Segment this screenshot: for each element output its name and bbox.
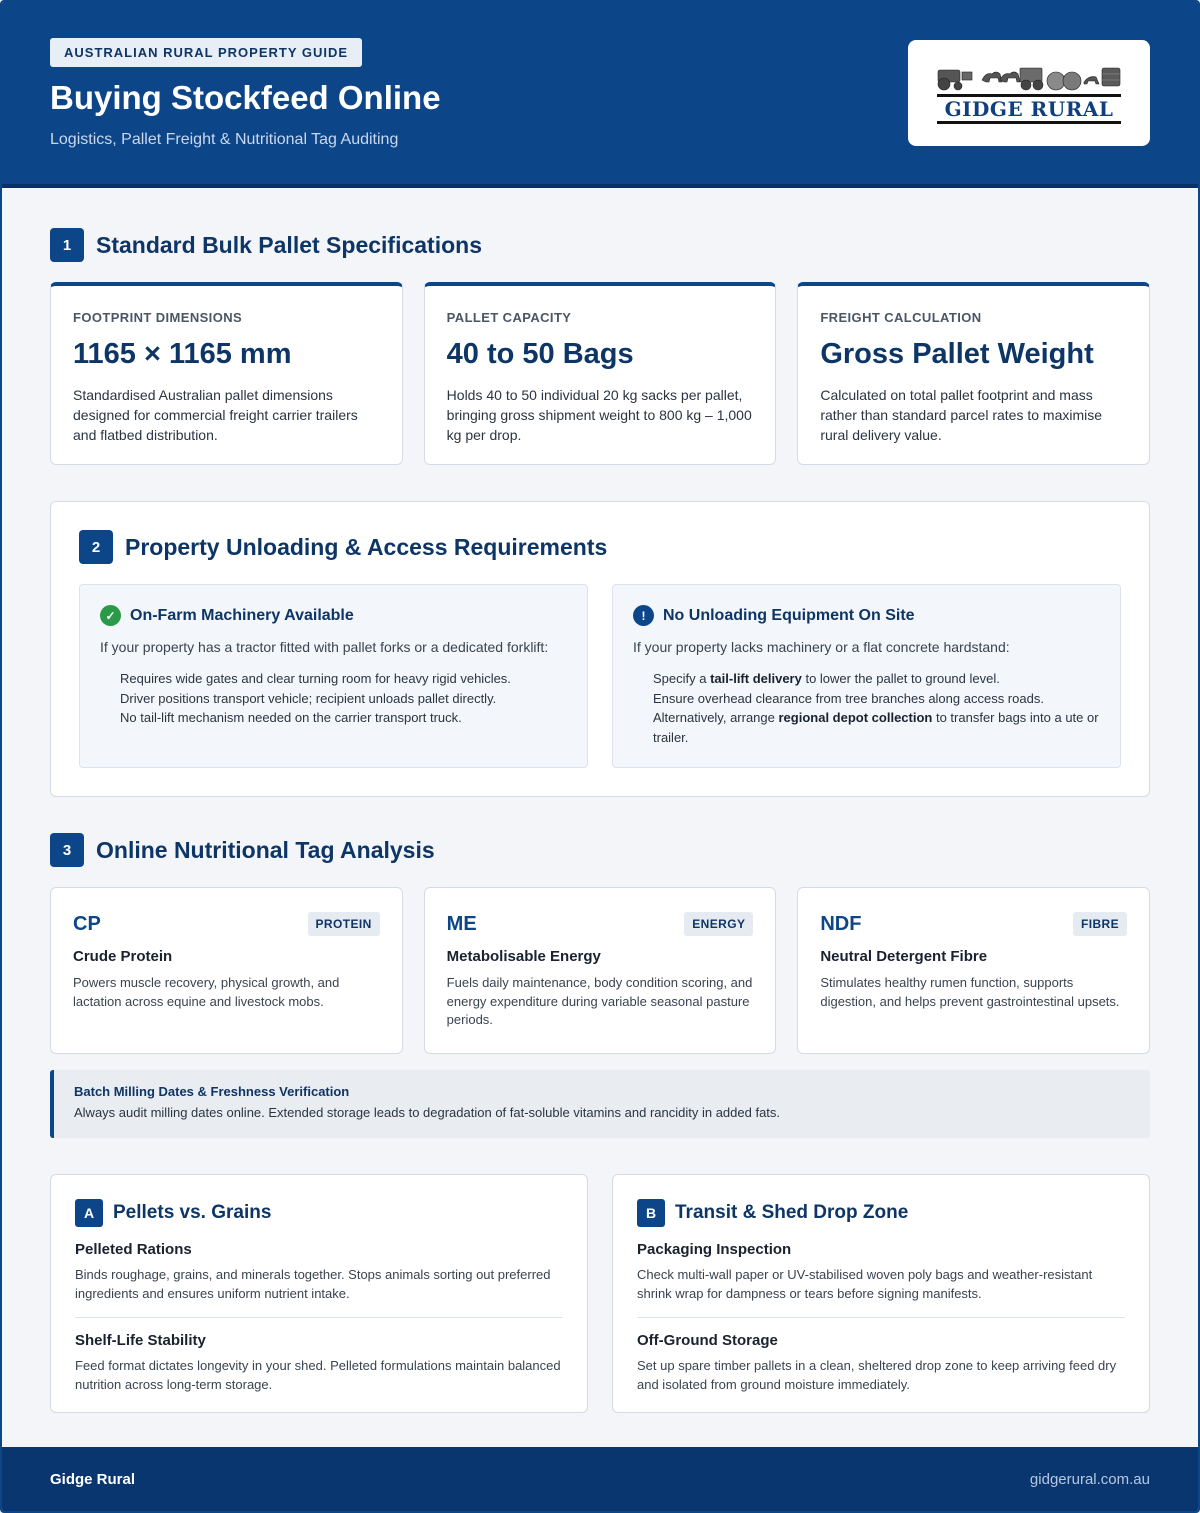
footer-website-link[interactable]: gidgerural.com.au bbox=[1029, 1470, 1150, 1488]
section-title: Property Unloading & Access Requirements bbox=[125, 533, 608, 560]
card-heading bbox=[637, 1199, 1125, 1227]
tips-row bbox=[50, 1174, 1150, 1413]
check-icon: ✓ bbox=[100, 605, 121, 626]
callout-title: Batch Milling Dates & Freshness Verification bbox=[74, 1084, 350, 1099]
nutrient-description: Powers muscle recovery, physical growth, and lactation across equine and livestock mobs. bbox=[73, 975, 340, 1009]
nutrient-badge: PROTEIN bbox=[308, 912, 380, 936]
card-heading bbox=[75, 1199, 563, 1227]
nutrient-name: Neutral Detergent Fibre bbox=[820, 948, 988, 965]
logo-wordmark: GIDGE RURAL bbox=[937, 94, 1122, 124]
divider bbox=[637, 1317, 1125, 1318]
item-text: Alternatively, arrange bbox=[653, 710, 779, 725]
section-1-heading bbox=[50, 228, 1150, 262]
panel-title: No Unloading Equipment On Site bbox=[663, 606, 915, 624]
item-emphasis: tail-lift delivery bbox=[710, 671, 802, 686]
section-number: 2 bbox=[79, 530, 113, 564]
transit-drop-zone-card bbox=[612, 1174, 1150, 1413]
nutrient-description: Stimulates healthy rumen function, supports digestion, and helps prevent gastrointestinal upsets. bbox=[820, 975, 1120, 1009]
page-footer bbox=[2, 1447, 1198, 1511]
list-item bbox=[653, 669, 1100, 689]
brand-logo[interactable] bbox=[908, 40, 1150, 146]
page-title: Buying Stockfeed Online bbox=[50, 79, 441, 116]
spec-description: Calculated on total pallet footprint and mass rather than standard parcel rates to maximise rural delivery value. bbox=[820, 387, 1103, 443]
nutrient-card-fibre bbox=[797, 887, 1150, 1054]
machinery-available-panel bbox=[79, 584, 588, 768]
alert-icon: ! bbox=[633, 605, 654, 626]
nutrient-abbreviation: NDF bbox=[820, 912, 862, 935]
spec-card-freight bbox=[797, 282, 1150, 465]
list-item bbox=[653, 708, 1100, 747]
spec-label: PALLET CAPACITY bbox=[446, 310, 572, 325]
item-text: to lower the pallet to ground level. bbox=[801, 671, 1000, 686]
section-number: 3 bbox=[50, 833, 84, 867]
list-item: Driver positions transport vehicle; recipient unloads pallet directly. bbox=[120, 690, 497, 706]
page-subtitle: Logistics, Pallet Freight & Nutritional Tag Auditing bbox=[50, 131, 399, 148]
card-title: Pellets vs. Grains bbox=[113, 1202, 272, 1223]
hero-header bbox=[2, 2, 1198, 188]
eyebrow-badge: AUSTRALIAN RURAL PROPERTY GUIDE bbox=[50, 38, 362, 67]
freshness-callout bbox=[50, 1070, 1150, 1138]
pellets-vs-grains-card bbox=[50, 1174, 588, 1413]
unloading-panels bbox=[79, 584, 1121, 768]
nutrient-abbreviation: CP bbox=[73, 912, 101, 935]
item-title: Shelf-Life Stability bbox=[75, 1332, 206, 1349]
item-emphasis: regional depot collection bbox=[778, 710, 933, 725]
list-item: Requires wide gates and clear turning room for heavy rigid vehicles. bbox=[120, 671, 511, 686]
panel-title: On-Farm Machinery Available bbox=[130, 606, 354, 624]
requirement-list bbox=[633, 669, 1100, 747]
spec-value: 40 to 50 Bags bbox=[446, 338, 634, 370]
spec-label: FOOTPRINT DIMENSIONS bbox=[73, 310, 243, 325]
nutrient-card-energy bbox=[424, 887, 777, 1054]
spec-description: Standardised Australian pallet dimensions designed for commercial freight carrier trailers and flatbed distribution. bbox=[73, 387, 358, 443]
section-3-heading bbox=[50, 833, 1150, 867]
item-title: Off-Ground Storage bbox=[637, 1332, 778, 1349]
nutrient-description: Fuels daily maintenance, body condition scoring, and energy expenditure during variable seasonal pasture periods. bbox=[446, 975, 753, 1027]
item-title: Pelleted Rations bbox=[75, 1241, 192, 1258]
section-2-heading bbox=[79, 530, 1121, 564]
spec-cards bbox=[50, 282, 1150, 465]
card-top bbox=[447, 912, 754, 936]
spec-card-capacity bbox=[424, 282, 777, 465]
item-text: to transfer bags into a ute or trailer. bbox=[653, 710, 1099, 745]
item-text: Specify a bbox=[653, 671, 711, 686]
section-title: Standard Bulk Pallet Specifications bbox=[96, 231, 482, 258]
panel-heading bbox=[100, 605, 567, 626]
item-text: Check multi-wall paper or UV-stabilised woven poly bags and weather-resistant shrink wrap for dampness or tears before signing manifests. bbox=[637, 1267, 1093, 1301]
list-item: Ensure overhead clearance from tree branches along access roads. bbox=[653, 690, 1044, 706]
item-title: Packaging Inspection bbox=[637, 1241, 792, 1258]
requirement-list bbox=[100, 669, 567, 728]
item-text: Set up spare timber pallets in a clean, sheltered drop zone to keep arriving feed dry and isolated from ground moisture immediately. bbox=[637, 1358, 1117, 1392]
panel-intro: If your property has a tractor fitted with pallet forks or a dedicated forklift: bbox=[100, 639, 549, 655]
spec-value: 1165 × 1165 mm bbox=[73, 338, 292, 370]
nutrient-badge: ENERGY bbox=[684, 912, 753, 936]
section-title: Online Nutritional Tag Analysis bbox=[96, 836, 435, 863]
nutrient-badge: FIBRE bbox=[1073, 912, 1127, 936]
panel-heading bbox=[633, 605, 1100, 626]
card-title: Transit & Shed Drop Zone bbox=[675, 1202, 909, 1223]
farm-scene-icon bbox=[934, 62, 1124, 92]
nutrition-cards bbox=[50, 887, 1150, 1054]
section-number: 1 bbox=[50, 228, 84, 262]
card-top bbox=[820, 912, 1127, 936]
no-equipment-panel bbox=[612, 584, 1121, 768]
spec-card-footprint bbox=[50, 282, 403, 465]
card-letter: B bbox=[637, 1199, 665, 1227]
callout-text: Always audit milling dates online. Extended storage leads to degradation of fat-soluble vitamins and rancidity in added fats. bbox=[74, 1105, 781, 1120]
list-item: No tail-lift mechanism needed on the carrier transport truck. bbox=[120, 710, 462, 725]
spec-label: FREIGHT CALCULATION bbox=[820, 310, 982, 325]
nutrient-card-protein bbox=[50, 887, 403, 1054]
divider bbox=[75, 1317, 563, 1318]
spec-value: Gross Pallet Weight bbox=[820, 338, 1094, 370]
nutrient-name: Crude Protein bbox=[73, 948, 173, 965]
spec-description: Holds 40 to 50 individual 20 kg sacks per pallet, bringing gross shipment weight to 800 kg – 1,000 kg per drop. bbox=[446, 387, 752, 443]
card-letter: A bbox=[75, 1199, 103, 1227]
unloading-section bbox=[50, 501, 1150, 797]
nutrient-abbreviation: ME bbox=[446, 912, 477, 935]
main-content bbox=[2, 228, 1198, 1413]
footer-brand: Gidge Rural bbox=[50, 1470, 136, 1488]
item-text: Feed format dictates longevity in your shed. Pelleted formulations maintain balanced nutrition across long-term storage. bbox=[75, 1358, 561, 1392]
nutrient-name: Metabolisable Energy bbox=[446, 948, 601, 965]
card-top bbox=[73, 912, 380, 936]
item-text: Binds roughage, grains, and minerals together. Stops animals sorting out preferred ingredients and ensures uniform nutrient intake. bbox=[75, 1267, 551, 1301]
panel-intro: If your property lacks machinery or a flat concrete hardstand: bbox=[633, 639, 1010, 655]
